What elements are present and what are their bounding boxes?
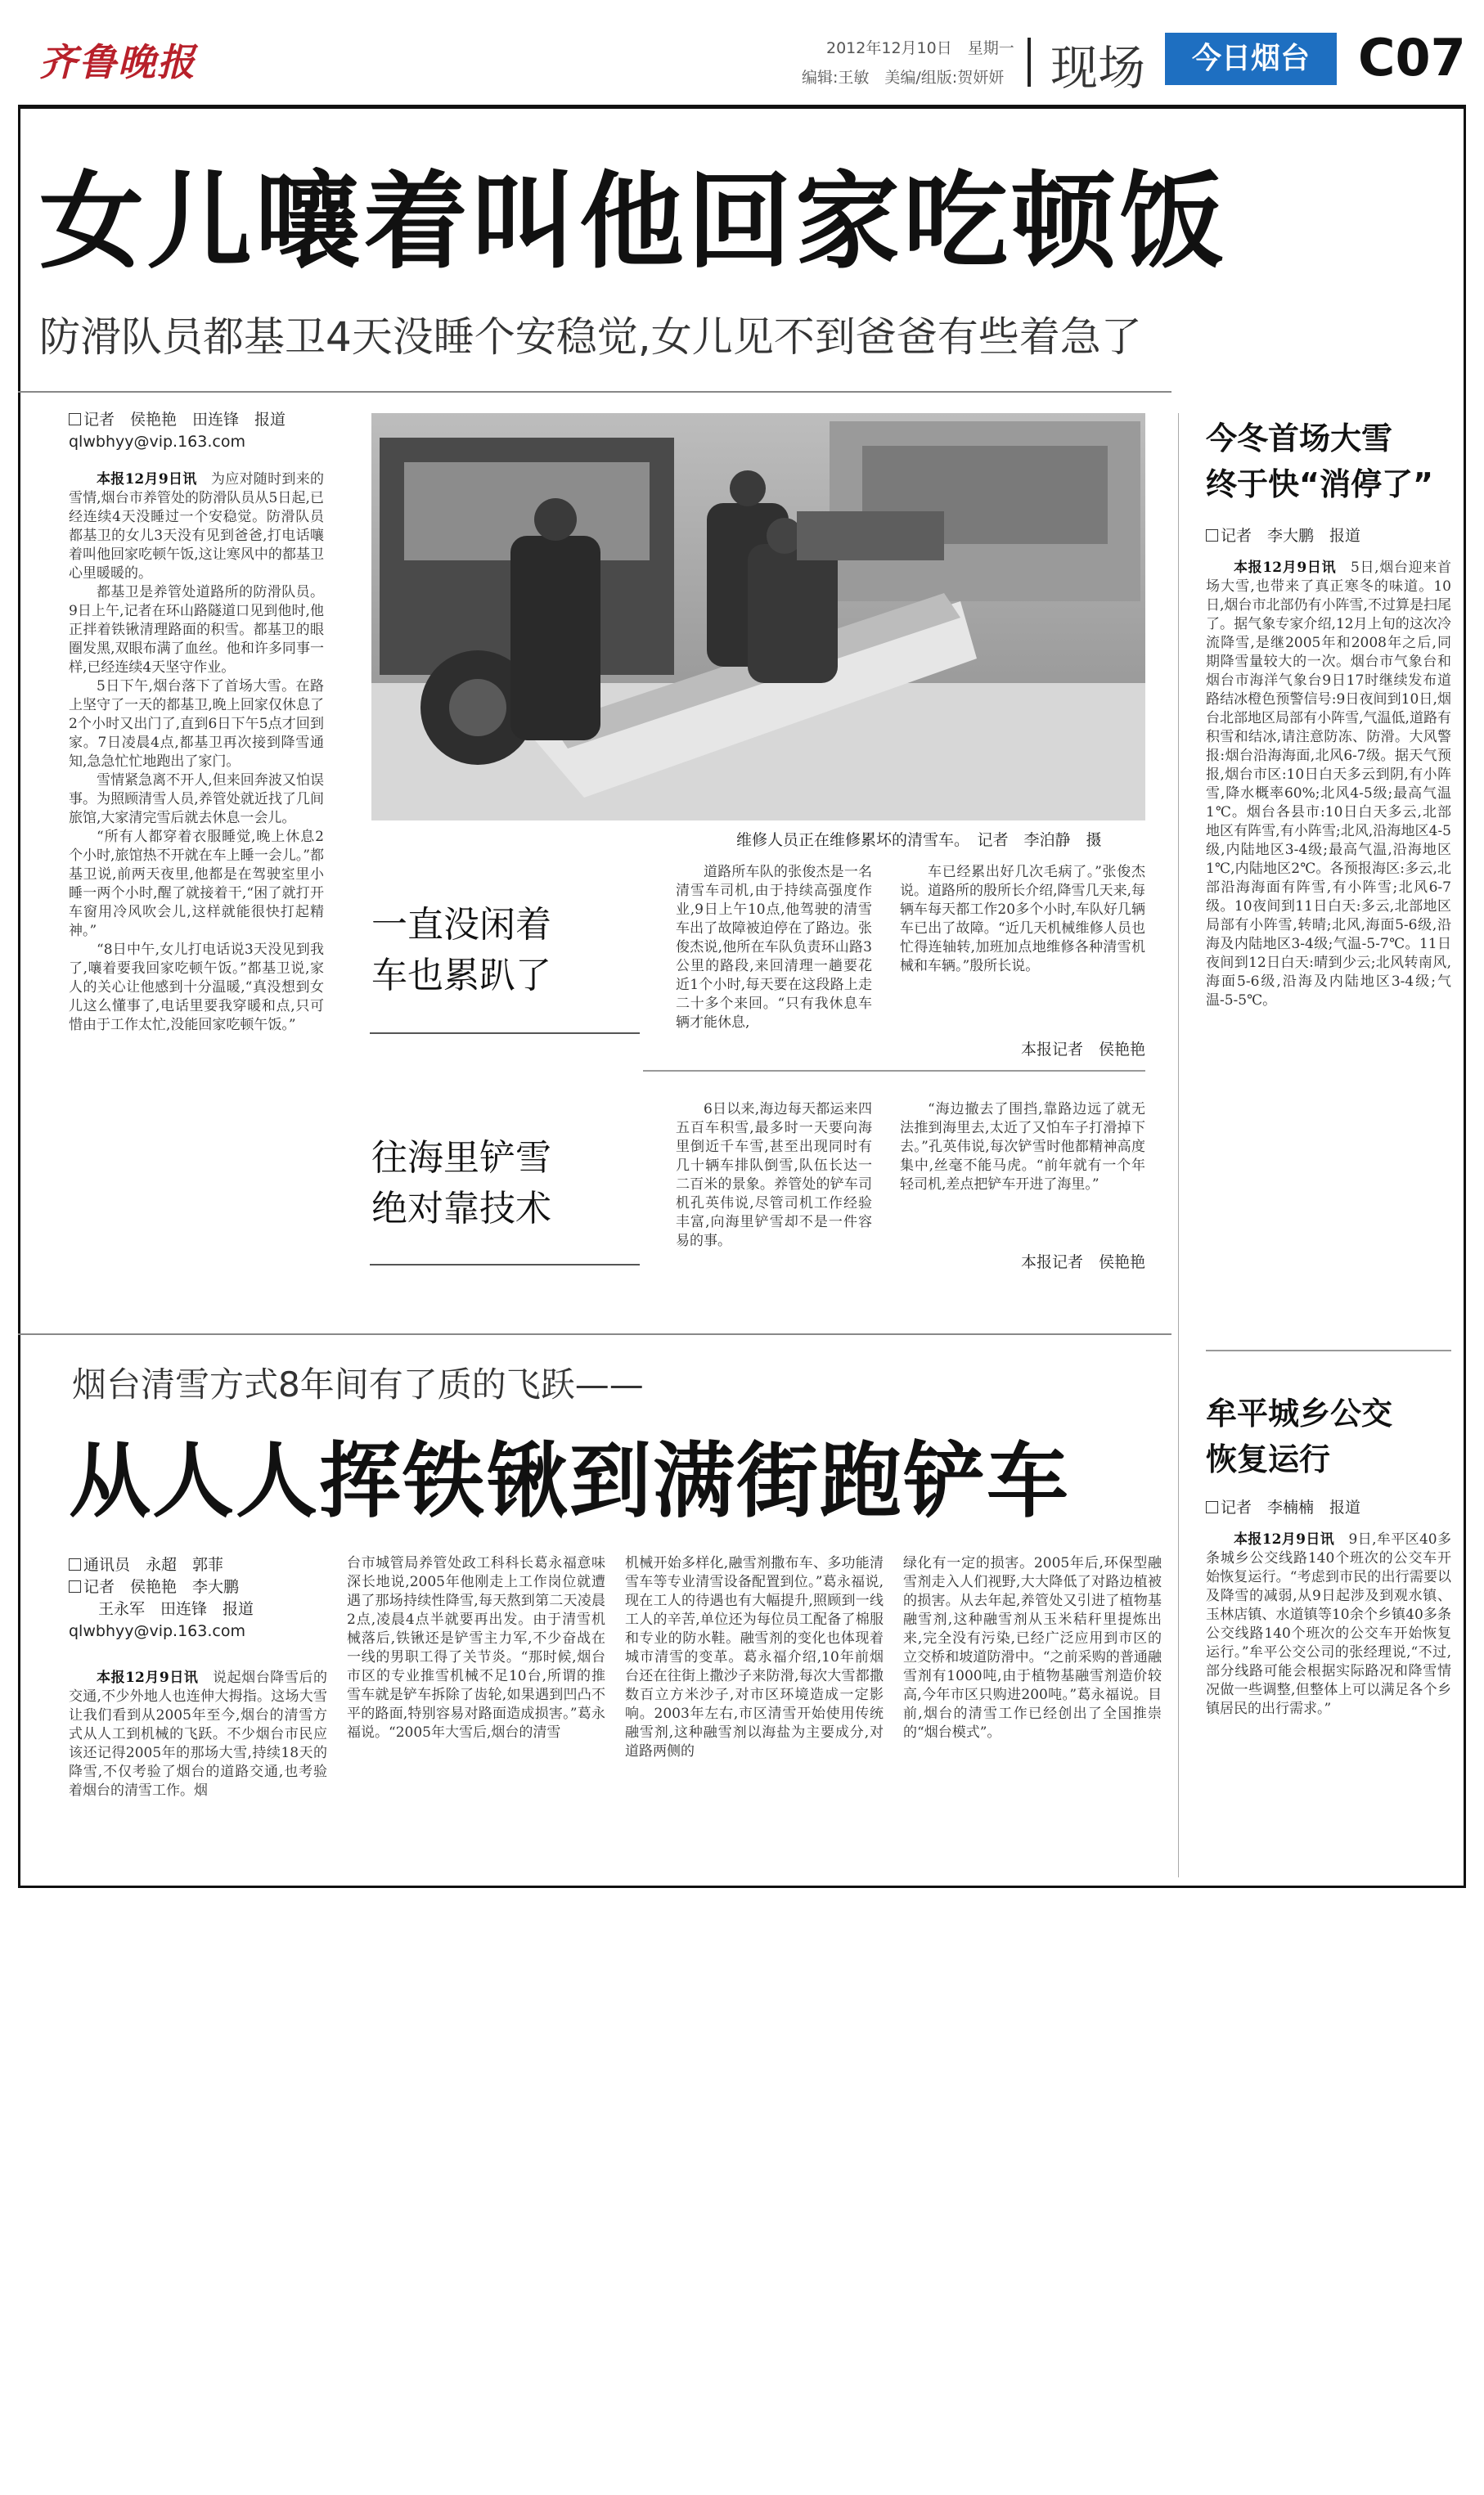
box2-text-b: “海边撤去了围挡,靠路边远了就无法推到海里去,太近了又怕车子打滑掉下去。”孔英伟说,每次铲雪时他都精神高度集中,丝毫不能马虎。“前年就有一个年轻司机,差点把铲车开进了海里。”	[900, 1101, 1145, 1193]
sidebar-2-dateline: 本报12月9日讯	[1234, 1531, 1335, 1548]
byline-box-icon	[69, 1580, 81, 1593]
byline-box-icon	[69, 1558, 81, 1571]
second-text-4: 绿化有一定的损害。2005年后,环保型融雪剂走入人们视野,大大降低了对路边植被的损害。从去年起,养管处又引进了植物基融雪剂,这种融雪剂从玉米秸秆里提炼出来,完全没有污染,已经广泛应用到市区的立交桥和坡道防滑中。“之前采购的普通融雪剂有1000吨,由于植物基融雪剂造价较高,今年市区只购进200吨。”葛永福说。目前,烟台的清雪工作已经创出了全国推崇的“烟台模式”。	[903, 1555, 1162, 1741]
issue-date: 2012年12月10日 星期一	[826, 39, 1014, 57]
sidebar-2-head-line-2: 恢复运行	[1206, 1441, 1331, 1477]
second-kicker: 烟台清雪方式8年间有了质的飞跃——	[72, 1364, 644, 1405]
second-col-2	[347, 1554, 605, 1873]
box1-text-a: 道路所车队的张俊杰是一名清雪车司机,由于持续高强度作业,9日上午10点,他驾驶的清雪车出了故障被迫停在了路边。张俊杰说,他所在车队负责环山路3公里的路段,来回清理一趟要花近1个小时,每天要在这段路上走二十多个来回。“只有我休息车辆才能休息,	[676, 864, 872, 1031]
sidebar-2-body	[1206, 1531, 1451, 1890]
section-badge: 今日烟台	[1165, 33, 1337, 85]
lead-subhead: 防滑队员都基卫4天没睡个安稳觉,女儿见不到爸爸有些着急了	[39, 313, 1142, 361]
sidebar-2-head-line-1: 牟平城乡公交	[1206, 1396, 1393, 1432]
page-number: C07	[1358, 28, 1466, 88]
lead-para-1: 为应对随时到来的雪情,烟台市养管处的防滑队员从5日起,已经连续4天没睡过一个安稳觉。防滑队员都基卫的女儿3天没有见到爸爸,打电话嚷着叫他回家吃顿午饭,这让寒风中的都基卫心里暖暖的。	[69, 471, 324, 582]
lead-byline: 记者 侯艳艳 田连锋 报道 qlwbhyy@vip.163.com	[69, 409, 347, 453]
sidebar-story-1	[1206, 416, 1451, 1344]
pull-quote-2-rule	[370, 1264, 640, 1290]
header-divider	[1028, 38, 1031, 87]
page-top-rule	[18, 105, 1466, 109]
sidebar-1-byline: 记者 李大鹏 报道	[1206, 525, 1451, 547]
sidebar-1-head-line-1: 今冬首场大雪	[1206, 420, 1393, 456]
pull-quote-1-rule	[370, 1032, 640, 1059]
section-name: 现场	[1050, 40, 1146, 96]
sidebar-2-headline	[1206, 1391, 1451, 1482]
pull-quote-1	[371, 900, 551, 1001]
sidebar-1-text: 5日,烟台迎来首场大雪,也带来了真正寒冬的味道。10日,烟台市北部仍有小阵雪,不过算是扫尾了。据气象专家介绍,12月上旬的这次冷流降雪,是继2005年和2008年之后,同期降雪量较大的一次。烟台市气象台和烟台市海洋气象台9日17时继续发布道路结冰橙色预警信号:9日夜间到10日,烟台北部地区局部有小阵雪,气温低,道路有积雪和结冰,请注意防冻、防滑。大风警报:烟台沿海海面,北风6-7级。据天气预报,烟台市区:10日白天多云到阴,有小阵雪,降水概率60%;北风4-5级;最高气温1℃。烟台各县市:10日白天多云,北部地区有阵雪,有小阵雪;北风,沿海地区4-5级,内陆地区3-4级;最高气温,沿海地区1℃,内陆地区2℃。各预报海区:多云,北部沿海海面有阵雪,有小阵雪;北风6-7级。10夜间到11日白天:多云,北部地区局部有小阵雪,转晴;北风,海面5-6级,沿海及内陆地区3-4级;气温-5-7℃。11日夜间到12日白天:晴到少云;北风转南风,海面5-6级,沿海及内陆地区3-4级;气温-5-5℃。	[1206, 560, 1451, 1009]
lead-email: qlwbhyy@vip.163.com	[69, 433, 245, 451]
lead-para-5: “所有人都穿着衣服睡觉,晚上休息2个小时,旅馆热不开就在车上睡一会儿。”都基卫说,前两天夜里,他都是在驾驶室里小睡一两个小时,醒了就接着干,“困了就打开车窗用冷风吹会儿,这样就能很快打起精神。”	[69, 829, 324, 939]
lead-para-2: 都基卫是养管处道路所的防滑队员。9日上午,记者在环山路隧道口见到他时,他正拌着铁锹清理路面的积雪。都基卫的眼圈发黑,双眼布满了血丝。他和许多同事一样,已经连续4天坚守作业。	[69, 584, 324, 676]
byline-box-icon	[1206, 529, 1218, 542]
lead-rule	[18, 391, 1171, 393]
sidebar-1-headline	[1206, 416, 1451, 507]
box1-text-b: 车已经累出好几次毛病了。”张俊杰说。道路所的殷所长介绍,降雪几天来,每辆车每天都工作20多个小时,车队好几辆车已出了故障。“近几天机械维修人员也忙得连轴转,加班加点地维修各种清雪机械和车辆。”殷所长说。	[900, 864, 1145, 974]
second-story-rule	[18, 1333, 1171, 1335]
editor-credits: 编辑:王敏 美编/组版:贺妍妍	[802, 69, 1005, 87]
box1-signature: 本报记者 侯艳艳	[1020, 1041, 1145, 1059]
second-col-1	[69, 1669, 327, 1872]
sidebar-1-dateline: 本报12月9日讯	[1234, 560, 1337, 576]
box2-col-a	[676, 1100, 872, 1272]
box2-text-a: 6日以来,海边每天都运来四五百车积雪,最多时一天要向海里倒近千车雪,甚至出现同时有几十辆车排队倒雪,队伍长达一二百米的景象。养管处的铲车司机孔英伟说,尽管司机工作经验丰富,向海里铲雪却不是一件容易的事。	[676, 1101, 872, 1249]
lead-headline: 女儿嚷着叫他回家吃顿饭	[39, 161, 1228, 283]
newspaper-masthead: 齐鲁晚报	[39, 40, 196, 84]
lead-para-4: 雪情紧急离不开人,但来回奔波又怕误事。为照顾清雪人员,养管处就近找了几间旅馆,大家清完雪后就去休息一会儿。	[69, 772, 324, 826]
pull-quote-1-line-2: 车也累趴了	[371, 955, 551, 996]
lead-body	[69, 470, 324, 1313]
byline-box-icon	[1206, 1501, 1218, 1513]
box1-col-a	[676, 863, 872, 1035]
pull-quote-2-line-2: 绝对靠技术	[371, 1188, 551, 1230]
pull-quote-1-line-1: 一直没闲着	[371, 904, 551, 946]
sidebar-2-byline: 记者 李楠楠 报道	[1206, 1497, 1451, 1519]
sidebar-1-body	[1206, 559, 1451, 1344]
sidebar-story-2	[1206, 1391, 1451, 1890]
second-byline-3: 王永军 田连锋 报道	[98, 1600, 254, 1618]
second-email: qlwbhyy@vip.163.com	[69, 1622, 245, 1640]
sidebar-2-text: 9日,牟平区40多条城乡公交线路140个班次的公交车开始恢复运行。“考虑到市民的出行需要以及降雪的减弱,从9日起涉及到观水镇、玉林店镇、水道镇等10余个乡镇40多条公交线路140个班次的公交车开始恢复运行。”牟平公交公司的张经理说,“不过,部分线路可能会根据实际路况和降雪情况做一些调整,但整体上可以满足各个乡镇居民的出行需求。”	[1206, 1531, 1451, 1717]
box2-col-b	[900, 1100, 1145, 1235]
box2-signature: 本报记者 侯艳艳	[1020, 1253, 1145, 1271]
second-text-3: 机械开始多样化,融雪剂撒布车、多功能清雪车等专业清雪设备配置到位。”葛永福说,现在工人的待遇也有大幅提升,照顾到一线工人的辛苦,单位还为每位员工配备了棉服和专业的防水鞋。融雪剂的变化也体现着城市清雪的变革。葛永福介绍,10年前烟台还在往街上撒沙子来防滑,每次大雪都撒数百立方米沙子,对市区环境造成一定影响。2003年左右,市区清雪开始使用传统融雪剂,这种融雪剂以海盐为主要成分,对道路两侧的	[625, 1555, 884, 1760]
sidebar-1-head-line-2: 终于快“消停了”	[1206, 466, 1433, 502]
second-col-4	[903, 1554, 1162, 1873]
second-text-2: 台市城管局养管处政工科科长葛永福意味深长地说,2005年他刚走上工作岗位就遭遇了那场持续性降雪,每天熬到第二天凌晨2点,凌晨4点半就要再出发。由于清雪机械落后,铁锹还是铲雪主力军,不少奋战在一线的男职工得了关节炎。“那时候,烟台市区的专业推雪机械不足10台,所谓的推雪车就是铲车拆除了齿轮,如果遇到凹凸不平的路面,特别容易对路面造成损害。”葛永福说。“2005年大雪后,烟台的清雪	[347, 1555, 605, 1741]
pull-quote-2-line-1: 往海里铲雪	[371, 1137, 551, 1179]
photo-caption: 维修人员正在维修累坏的清雪车。 记者 李泊静 摄	[736, 831, 1102, 849]
second-headline: 从人人挥铁锹到满街跑铲车	[69, 1433, 1070, 1529]
sidebar-rule	[1206, 1350, 1451, 1351]
byline-box-icon	[69, 413, 81, 425]
second-col-3	[625, 1554, 884, 1873]
sidebar-divider	[1178, 413, 1179, 1877]
lead-para-3: 5日下午,烟台落下了首场大雪。在路上坚守了一天的都基卫,晚上回家仅休息了2个小时又出门了,直到6日下午5点才回到家。7日凌晨4点,都基卫再次接到降雪通知,急急忙忙地跑出了家门。	[69, 678, 324, 770]
news-photo	[371, 413, 1145, 820]
snow-truck-photo	[371, 413, 1145, 820]
second-byline: 通讯员 永超 郭菲 记者 侯艳艳 李大鹏 王永军 田连锋 报道 qlwbhyy@vip.163.com	[69, 1554, 331, 1643]
lead-para-6: “8日中午,女儿打电话说3天没见到我了,嚷着要我回家吃顿午饭。”都基卫说,家人的关心让他感到十分温暖,“真没想到女儿这么懂事了,电话里要我穿暖和点,只可惜由于工作太忙,没能回家吃顿午饭。”	[69, 942, 324, 1033]
second-dateline: 本报12月9日讯	[97, 1670, 199, 1686]
lead-dateline: 本报12月9日讯	[97, 471, 197, 488]
box-divider	[643, 1070, 1145, 1072]
second-text-1: 说起烟台降雪后的交通,不少外地人也连伸大拇指。这场大雪让我们看到从2005年至今,烟台的清雪方式从人工到机械的飞跃。不少烟台市民应该还记得2005年的那场大雪,持续18天的降雪,不仅考验了烟台的道路交通,也考验着烟台的清雪工作。烟	[69, 1670, 327, 1799]
pull-quote-2	[371, 1133, 551, 1234]
box1-col-b	[900, 863, 1145, 1035]
